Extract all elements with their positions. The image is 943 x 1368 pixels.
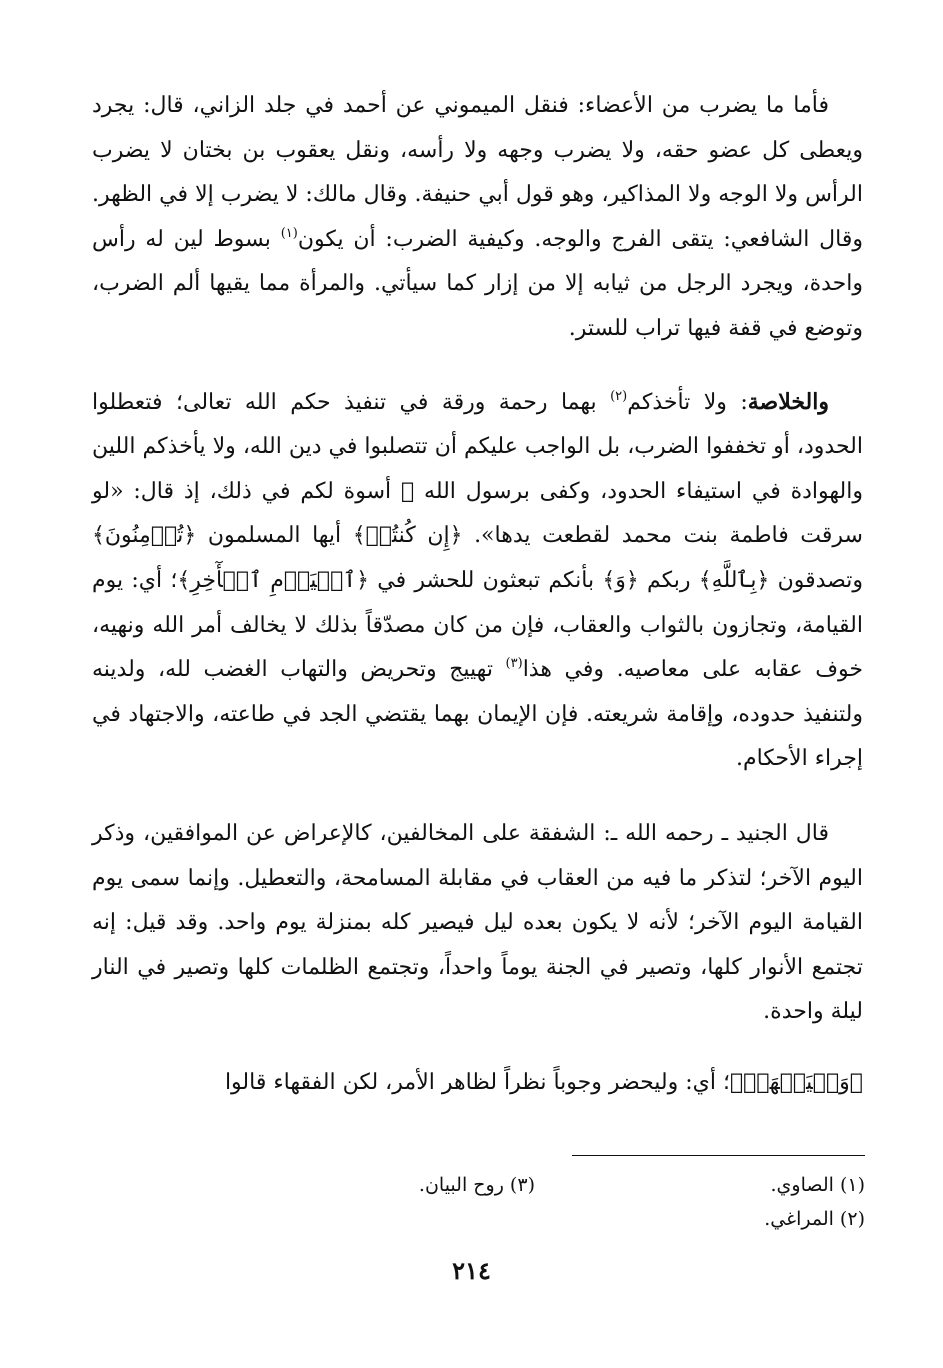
page-number: ٢١٤ (452, 1256, 491, 1285)
footnote-ref-2[interactable]: (٢) (610, 388, 628, 404)
paragraph-summary (92, 380, 863, 782)
footnotes (92, 1168, 865, 1236)
footnote-row-1 (92, 1168, 865, 1202)
summary-heading: والخلاصة (747, 388, 829, 415)
paragraph-witness-verse: ﴿وَلۡيَشۡهَدۡ﴾؛ أي: وليحضر وجوباً نظراً لظاهر الأمر، لكن الفقهاء قالوا (224, 1069, 863, 1095)
paragraph-beating-limbs (92, 84, 863, 352)
paragraph-text-c: تهييج وتحريض والتهاب الغضب لله، ولدينه ولتنفيذ حدوده، وإقامة شريعته. فإن الإيمان بهما يقتضي الجد في طاعته، والاجتهاد في إجراء الأحكام. (92, 657, 863, 772)
footnote-divider (572, 1155, 865, 1156)
footnote-2: (٢) المراغي. (764, 1208, 865, 1230)
paragraph-text-a: : ولا تأخذكم (627, 389, 748, 415)
footnote-ref-1[interactable]: (١) (280, 225, 298, 241)
paragraph-text-tail: بسوط لين له رأس واحدة، ويجرد الرجل من ثيابه إلا من إزار كما سيأتي. والمرأة مما يقيها ألم الضرب، وتوضع في قفة فيها تراب للستر. (92, 226, 863, 341)
footnote-1: (١) الصاوي. (770, 1174, 865, 1196)
paragraph-text: فأما ما يضرب من الأعضاء: فنقل الميموني عن أحمد في جلد الزاني، قال: يجرد ويعطى كل عضو حقه، ولا يضرب وجهه ولا رأسه، ونقل يعقوب بن بختان لا يضرب الرأس ولا الوجه ولا المذاكير، وهو قول أبي حنيفة. وقال مالك: لا يضرب إلا في الظهر. وقال الشافعي: يتقى الفرج والوجه. وكيفية الضرب: أن يكون (92, 93, 863, 252)
main-text (92, 84, 863, 1105)
paragraph-text-b: بهما رحمة ورقة في تنفيذ حكم الله تعالى؛ فتعطلوا الحدود، أو تخففوا الضرب، بل الواجب عليكم أن تتصلبوا في دين الله، ولا يأخذكم اللين والهوادة في استيفاء الحدود، وكفى برسول الله ﷺ أسوة لكم في ذلك، إذ قال: «لو سرقت فاطمة بنت محمد لقطعت يدها». ﴿إِن كُنتُمۡ﴾ أيها المسلمون ﴿تُؤۡمِنُونَ﴾ وتصدقون ﴿بِٱللَّهِ﴾ ربكم ﴿وَ﴾ بأنكم تبعثون للحشر في ﴿ٱلۡيَوۡمِ ٱلۡأٓخِرِ﴾؛ أي: يوم القيامة، وتجازون بالثواب والعقاب، فإن من كان مصدّقاً بذلك لا يخالف أمر الله ونهيه، خوف عقابه على معاصيه. وفي هذا (92, 389, 864, 683)
paragraph-junayd-quote: قال الجنيد ـ رحمه الله ـ: الشفقة على المخالفين، كالإعراض عن الموافقين، وذكر اليوم الآخر؛ لتذكر ما فيه من العقاب في مقابلة المسامحة، والتعطيل. وإنما سمى يوم القيامة اليوم الآخر؛ لأنه لا يكون بعده ليل فيصير كله بمنزلة يوم واحد. وقد قيل: إنه تجتمع الأنوار كلها، وتصير في الجنة يوماً واحداً، وتجتمع الظلمات كلها وتصير في النار ليلة واحدة. (92, 820, 863, 1025)
footnote-row-2 (92, 1202, 865, 1236)
footnote-ref-3[interactable]: (٣) (505, 656, 523, 672)
footnote-3: (٣) روح البيان. (418, 1174, 535, 1196)
